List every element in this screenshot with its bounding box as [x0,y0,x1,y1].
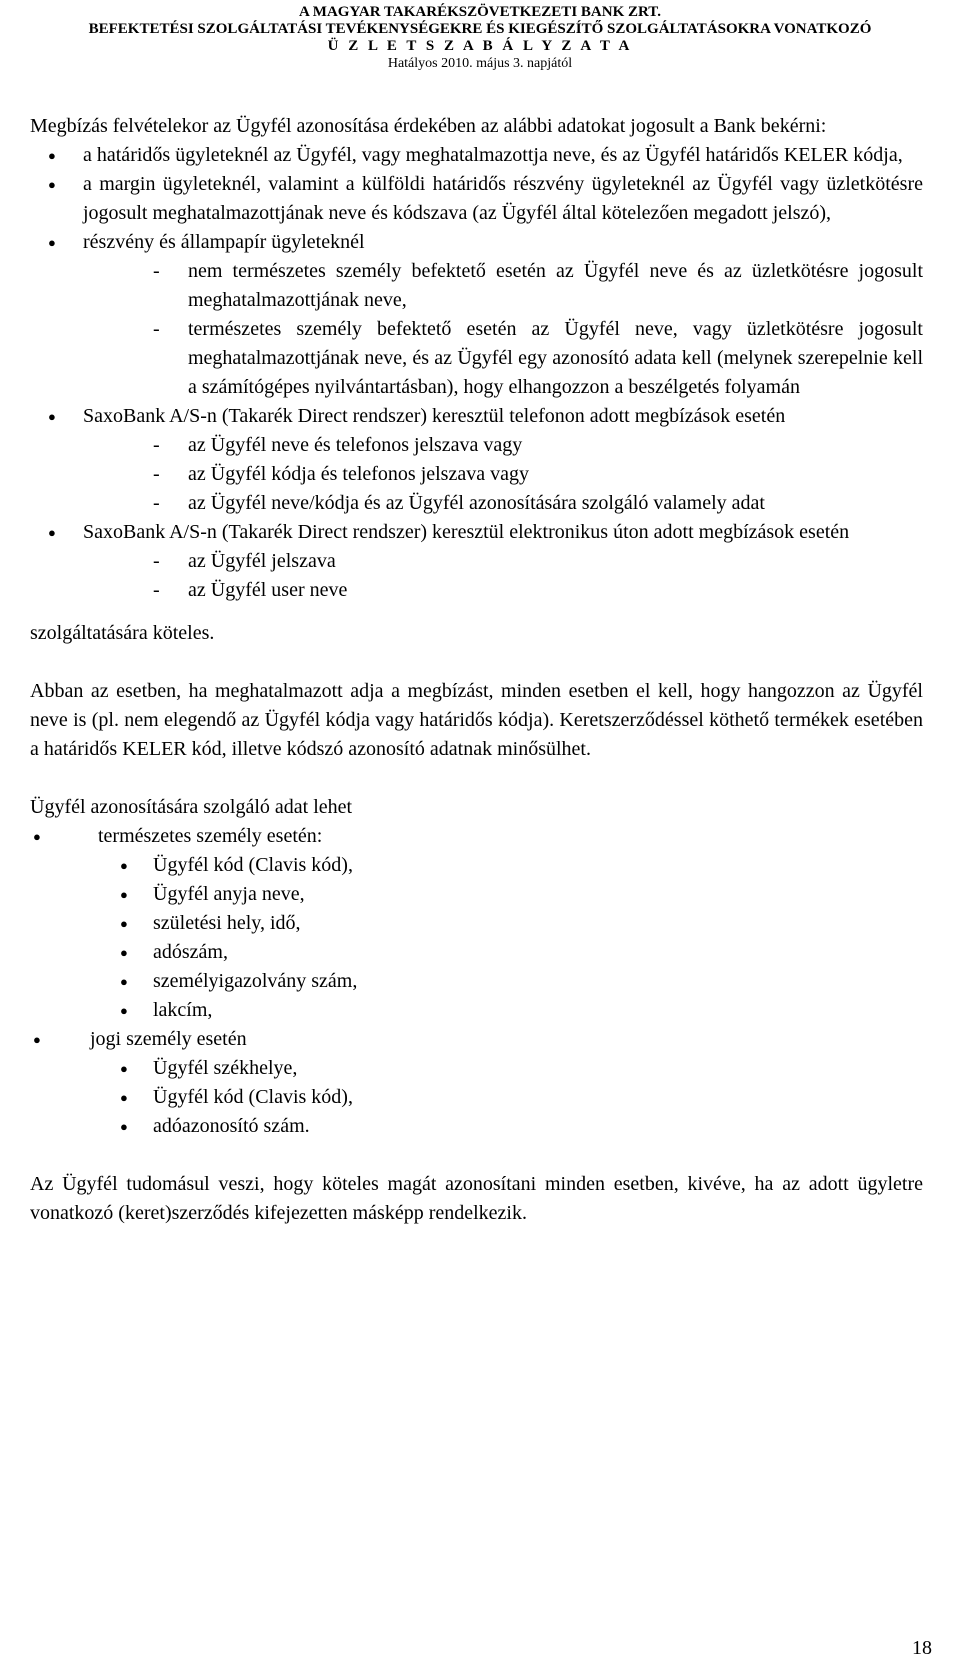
sub-list-item: ● születési hely, idő, [30,909,923,938]
acknowledgement-paragraph: Az Ügyfél tudomásul veszi, hogy köteles magát azonosítani minden esetben, kivéve, ha az adott ügyletre vonatkozó (keret)szerződés kifejezetten másképp rendelkezik. [30,1173,923,1224]
document-body [30,112,923,1228]
sub-list-item: ● személyigazolvány szám, [30,967,923,996]
list-item: ● SaxoBank A/S-n (Takarék Direct rendszer) keresztül telefonon adott megbízások esetén - az Ügyfél neve és telefonos jelszava vagy - az Ügyfél kódja és telefonos jelszava vagy - az Ügyfél neve/kódja és az Ügyfél azonosítására szolgáló valamely adat [30,402,923,518]
sub-list-item: ● adóazonosító szám. [30,1112,923,1141]
intro-paragraph: Megbízás felvételekor az Ügyfél azonosítása érdekében az alábbi adatokat jogosult a Bank bekérni: [30,115,827,137]
sub-list-item: ● Ügyfél székhelye, [30,1054,923,1083]
sub-list-item: - természetes személy befektető esetén az Ügyfél neve, vagy üzletkötésre jogosult meghatalmazottjának neve, és az Ügyfél egy azonosító adata kell (melynek szerepelnie kell a számítógépes nyilvántartásban), hogy elhangozzon a beszélgetés folyamán [153,318,923,398]
identification-heading: Ügyfél azonosítására szolgáló adat lehet [30,796,353,818]
header-effective-date: Hatályos 2010. május 3. napjától [387,56,573,71]
list-item: ● részvény és állampapír ügyleteknél - nem természetes személy befektető esetén az Ügyfél neve és az üzletkötésre jogosult meghatalmazottjának neve, - természetes személy befektető esetén az Ügyfél neve, vagy üzletkötésre jogosult meghatalmazottjának neve, és az Ügyfél egy azonosító adata kell (melynek szerepelnie kell a számítógépes nyilvántartásban), hogy elhangozzon a beszélgetés folyamán [30,228,923,402]
sub-list-item: - az Ügyfél user neve [153,579,348,601]
sub-list [30,851,923,1025]
sub-list [30,431,923,518]
header-bank-name: A MAGYAR TAKARÉKSZÖVETKEZETI BANK ZRT. [299,4,661,20]
identification-list [30,822,923,1141]
sub-list-item: ● adószám, [30,938,923,967]
header-subtitle: BEFEKTETÉSI SZOLGÁLTATÁSI TEVÉKENYSÉGEKRE ÉS KIEGÉSZÍTŐ SZOLGÁLTATÁSOKRA VONATKOZÓ [88,21,872,37]
header-title: Ü Z L E T S Z A B Á L Y Z A T A [327,38,633,54]
sub-list-item: - az Ügyfél jelszava [153,550,336,572]
page-number: 18 [912,1637,932,1659]
list-item: ● a határidős ügyleteknél az Ügyfél, vagy meghatalmazottja neve, és az Ügyfél határidős KELER kódja, [30,141,923,170]
closing-text: szolgáltatására köteles. [30,622,215,644]
sub-list-item: ● Ügyfél anyja neve, [30,880,923,909]
list-item: ● természetes személy esetén: ● Ügyfél kód (Clavis kód), ● Ügyfél anyja neve, ● születési hely, idő, ● adószám, ● személyigazolvány szám, ● lakcím, [30,822,923,1025]
sub-list-item: - nem természetes személy befektető esetén az Ügyfél neve és az üzletkötésre jogosult meghatalmazottjának neve, [153,260,923,311]
list-item: ● SaxoBank A/S-n (Takarék Direct rendszer) keresztül elektronikus úton adott megbízások esetén - az Ügyfél jelszava - az Ügyfél user neve [30,518,923,605]
document-header [0,4,960,72]
sub-list-item: ● Ügyfél kód (Clavis kód), [30,1083,923,1112]
proxy-paragraph: Abban az esetben, ha meghatalmazott adja a megbízást, minden esetben el kell, hogy hangozzon az Ügyfél neve is (pl. nem elegendő az Ügyfél kódja vagy határidős kódja). Keretszerződéssel köthető termékek esetében a határidős KELER kód, illetve kódszó azonosító adatnak minősülhet. [30,680,923,760]
sub-list-item: - az Ügyfél neve/kódja és az Ügyfél azonosítására szolgáló valamely adat [153,492,765,514]
sub-list-item: ● Ügyfél kód (Clavis kód), [30,851,923,880]
sub-list-item: - az Ügyfél neve és telefonos jelszava vagy [153,434,523,456]
sub-list [30,257,923,402]
sub-list-item: - az Ügyfél kódja és telefonos jelszava vagy [153,463,529,485]
sub-list [30,1054,923,1141]
sub-list [30,547,923,605]
list-item: ● a margin ügyleteknél, valamint a külföldi határidős részvény ügyleteknél az Ügyfél vagy üzletkötésre jogosult meghatalmazottjának neve és kódszava (az Ügyfél által kötelezően megadott jelszó), [30,170,923,228]
sub-list-item: ● lakcím, [30,996,923,1025]
list-item: ● jogi személy esetén ● Ügyfél székhelye, ● Ügyfél kód (Clavis kód), ● adóazonosító szám. [30,1025,923,1141]
requirement-list [30,141,923,605]
